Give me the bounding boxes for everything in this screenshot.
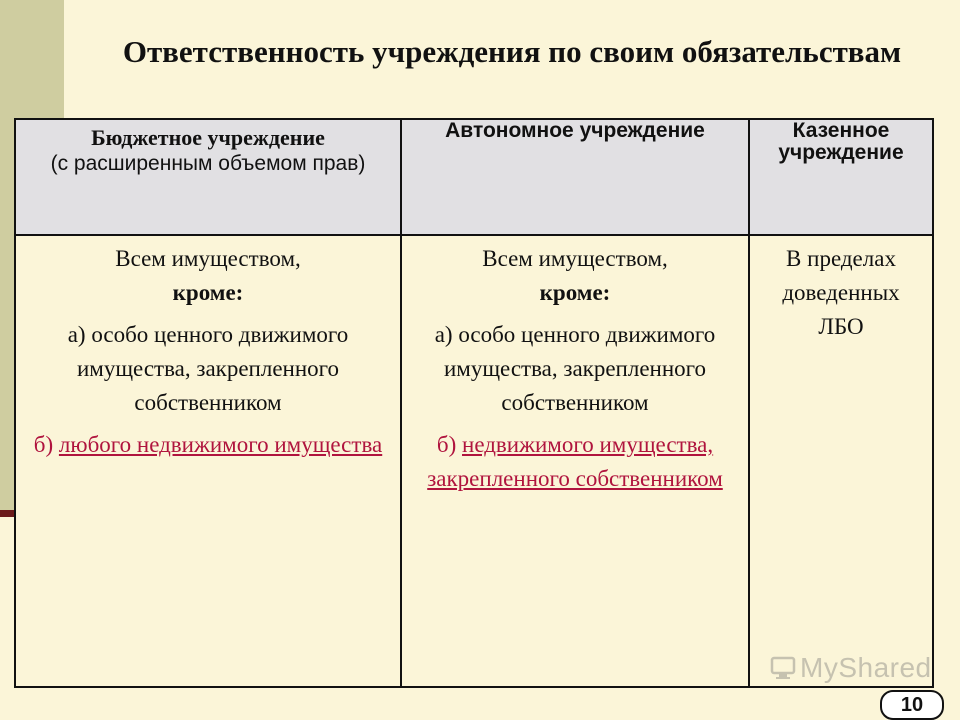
header-budget-institution (15, 119, 401, 235)
state-text: В пределах доведенных ЛБО (782, 246, 900, 339)
page-number: 10 (895, 694, 929, 716)
autonomous-line1: Всем имуществом, (482, 246, 668, 271)
budget-item-a: а) особо ценного движимого имущества, закрепленного собственником (67, 322, 349, 415)
autonomous-item-a: а) особо ценного движимого имущества, закрепленного собственником (434, 322, 716, 415)
header-state-title: Казенное учреждение (778, 119, 904, 164)
watermark-text: MyShared (800, 652, 932, 683)
header-budget-title: Бюджетное учреждение (91, 125, 325, 150)
cell-budget (15, 235, 401, 687)
header-autonomous-title: Автономное учреждение (445, 119, 705, 142)
header-state-institution (749, 119, 933, 235)
responsibility-table (14, 118, 934, 688)
budget-item-b-link[interactable]: любого недвижимого имущества (58, 432, 383, 457)
autonomous-line2: кроме: (539, 280, 611, 305)
budget-line1: Всем имуществом, (115, 246, 301, 271)
budget-line2: кроме: (172, 280, 244, 305)
header-autonomous-institution (401, 119, 749, 235)
watermark-logo (770, 652, 932, 684)
budget-item-b-prefix: б) (33, 432, 59, 457)
header-budget-subtitle: (с расширенным объемом прав) (50, 152, 366, 175)
slide-title: Ответственность учреждения по своим обязательствам (122, 34, 902, 69)
cell-autonomous (401, 235, 749, 687)
monitor-icon (770, 655, 796, 681)
page-number-badge (880, 690, 944, 720)
autonomous-item-b-prefix: б) (436, 432, 463, 457)
budget-item-b (26, 428, 390, 462)
cell-state (749, 235, 933, 687)
autonomous-item-b-link[interactable]: недвижимого имущества, закрепленного собственником (427, 432, 723, 491)
table-header-row (15, 119, 933, 235)
table-row (15, 235, 933, 687)
autonomous-item-b (412, 428, 738, 496)
